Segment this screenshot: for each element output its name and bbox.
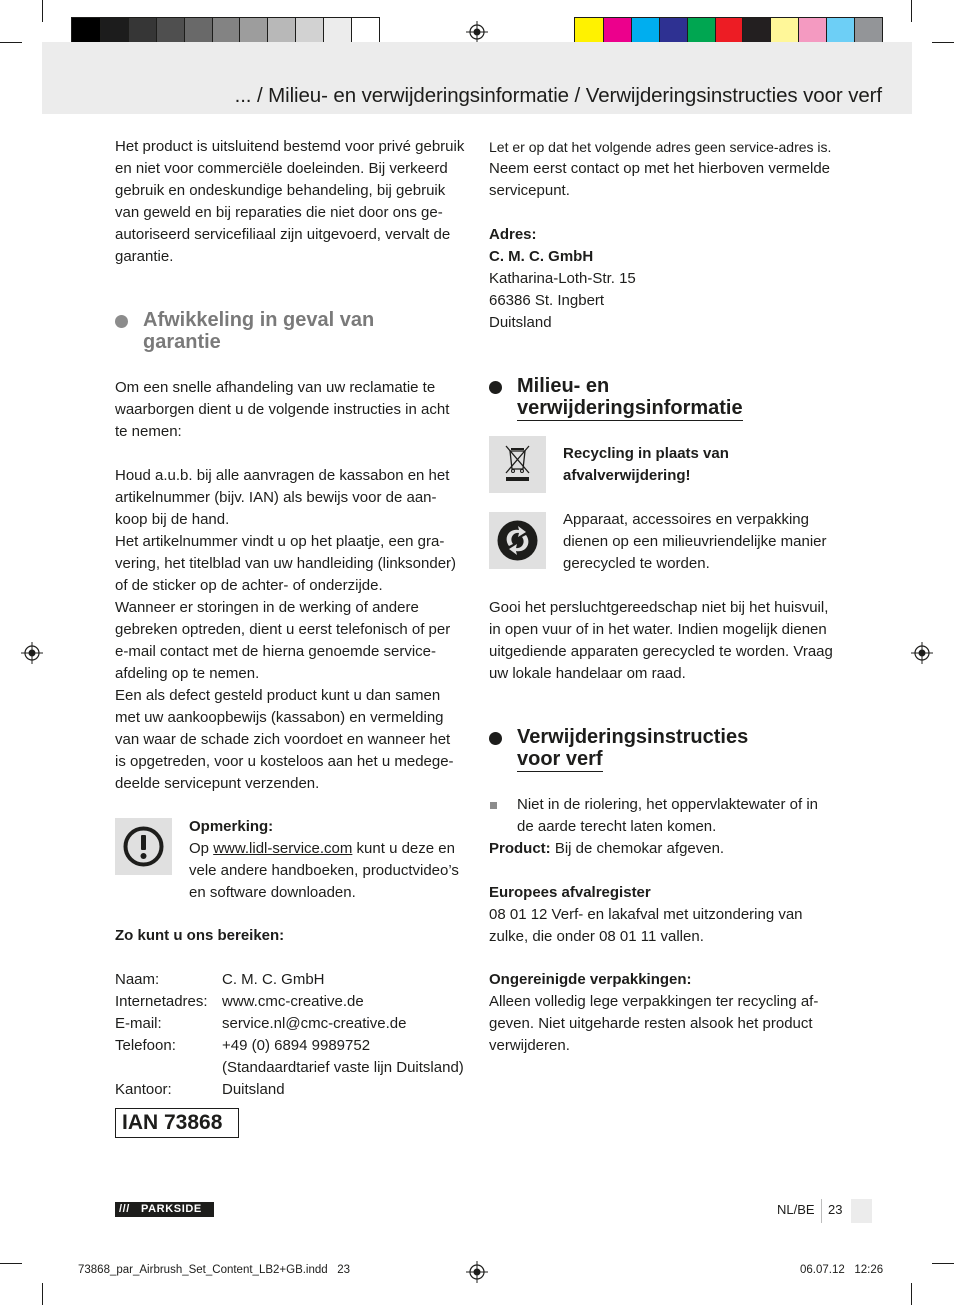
green-dot-icon-box xyxy=(489,512,546,569)
contact-value: Duitsland xyxy=(222,1081,285,1098)
crop-mark xyxy=(932,1263,954,1264)
ian-number-box: IAN 73868 xyxy=(115,1108,239,1138)
contact-label: Internetadres: xyxy=(115,993,208,1010)
heading-bullet-icon xyxy=(489,381,502,394)
address-note: Let er op dat het volgende adres geen service-adres is. Neem eerst contact op met het hierboven vermelde servicepunt. xyxy=(489,139,832,199)
registration-mark-icon xyxy=(466,1261,488,1283)
language-code: NL/BE xyxy=(777,1202,815,1217)
lidl-service-link[interactable]: www.lidl-service.com xyxy=(213,840,353,857)
heading-environment: Milieu- en verwijderingsinformatie xyxy=(489,375,849,421)
contact-value: C. M. C. GmbH xyxy=(222,971,325,988)
parkside-logo: /// PARKSIDE xyxy=(115,1202,214,1217)
registration-mark-icon xyxy=(21,642,43,664)
slug-filename: 73868_par_Airbrush_Set_Content_LB2+GB.indd 23 xyxy=(78,1264,351,1276)
paint-bullet-text: Niet in de riolering, het oppervlaktewater of in de aarde terecht laten komen. xyxy=(517,796,818,835)
waste-register: Europees afvalregister 08 01 12 Verf- en lakafval met uitzondering van zulke, die onder 08 01 11 vallen. xyxy=(489,884,803,945)
weee-icon-box xyxy=(489,436,546,493)
crop-mark xyxy=(42,1283,43,1305)
page-tab xyxy=(851,1199,872,1223)
heading-bullet-icon xyxy=(115,315,128,328)
recycling-text: Apparaat, accessoires en verpakking dienen op een milieuvriendelijke manier gerecycled te worden. xyxy=(563,511,827,572)
note-text: Opmerking: Op www.lidl-service.com kunt u deze en vele andere handboeken, productvideo’s en software downloaden. xyxy=(189,818,459,901)
note-icon-box xyxy=(115,818,172,875)
contact-label: Naam: xyxy=(115,971,160,988)
warranty-instructions: Om een snelle afhandeling van uw reclamatie te waarborgen dient u de volgende instructies in acht te nemen: xyxy=(115,379,450,440)
heading-warranty: Afwikkeling in geval van garantie xyxy=(115,309,475,355)
product-line: Product: Bij de chemokar afgeven. xyxy=(489,840,725,857)
recycling-arrows-icon xyxy=(489,512,546,569)
address-block: Adres: C. M. C. GmbH Katharina-Loth-Str. 15 66386 St. Ingbert Duitsland xyxy=(489,226,636,331)
contact-label: Telefoon: xyxy=(115,1037,176,1054)
heading-bullet-icon xyxy=(489,732,502,745)
contact-value: (Standaardtarief vaste lijn Duitsland) xyxy=(222,1059,464,1076)
crossed-bin-icon xyxy=(489,436,546,493)
contact-value: service.nl@cmc-creative.de xyxy=(222,1015,407,1032)
contact-value: www.cmc-creative.de xyxy=(222,993,364,1010)
registration-mark-icon xyxy=(466,21,488,43)
crop-mark xyxy=(0,42,22,43)
crop-mark xyxy=(42,0,43,22)
reach-us-title: Zo kunt u ons bereiken: xyxy=(115,927,285,944)
heading-paint-disposal: Verwijderingsinstructies voor verf xyxy=(489,726,849,772)
exclamation-icon xyxy=(115,818,172,875)
contact-label: E-mail: xyxy=(115,1015,162,1032)
contact-value: +49 (0) 6894 9989752 xyxy=(222,1037,371,1054)
environment-paragraph: Gooi het persluchtgereedschap niet bij het huisvuil, in open vuur of in het water. Indien mogelijk dienen uitgediende apparaten gerecycled te worden. Vraag uw lokale handelaar om raad. xyxy=(489,599,833,682)
slug-date: 06.07.12 12:26 xyxy=(800,1264,884,1276)
contact-label: Kantoor: xyxy=(115,1081,172,1098)
packaging-info: Ongereinigde verpakkingen: Alleen volledig lege verpakkingen ter recycling af- geven. Niet uitgeharde resten alsook het product verwijderen. xyxy=(489,971,819,1054)
page-title: ... / Milieu- en verwijderingsinformatie / Verwijderingsinstructies voor verf xyxy=(234,84,882,107)
recycling-title: Recycling in plaats van afvalverwijdering! xyxy=(563,445,729,484)
crop-mark xyxy=(0,1263,22,1264)
crop-mark xyxy=(932,42,954,43)
registration-mark-icon xyxy=(911,642,933,664)
crop-mark xyxy=(911,0,912,22)
intro-paragraph: Het product is uitsluitend bestemd voor privé gebruik en niet voor commerciële doeleinden. Bij verkeerd gebruik en ondeskundige behandeling, bij gebruik van geweld en bij reparaties die niet door ons ge- autoriseerd servicefiliaal zijn uitgevoerd, vervalt de garantie. xyxy=(115,138,465,265)
page-number: 23 xyxy=(828,1202,843,1217)
square-bullet-icon xyxy=(490,802,497,809)
warranty-procedure: Houd a.u.b. bij alle aanvragen de kassabon en het artikelnummer (bijv. IAN) als bewijs voor de aan- koop bij de hand. Het artikelnummer vindt u op het plaatje, een gra- vering, het titelblad van uw handleiding (linksonder) of de sticker op de achter- of onderzijde. Wanneer er storingen in de werking of andere gebreken optreden, dient u eerst telefonisch of per e-mail contact met de hierna genoemde service- afdeling op te nemen. Een als defect gesteld product kunt u dan samen met uw aankoopbewijs (kassabon) en vermelding van waar de schade zich voordoet en wanneer het is opgetreden, voor u kosteloos aan het u medege- deelde servicepunt verzenden. xyxy=(115,467,457,792)
crop-mark xyxy=(911,1283,912,1305)
footer-divider xyxy=(821,1199,822,1223)
